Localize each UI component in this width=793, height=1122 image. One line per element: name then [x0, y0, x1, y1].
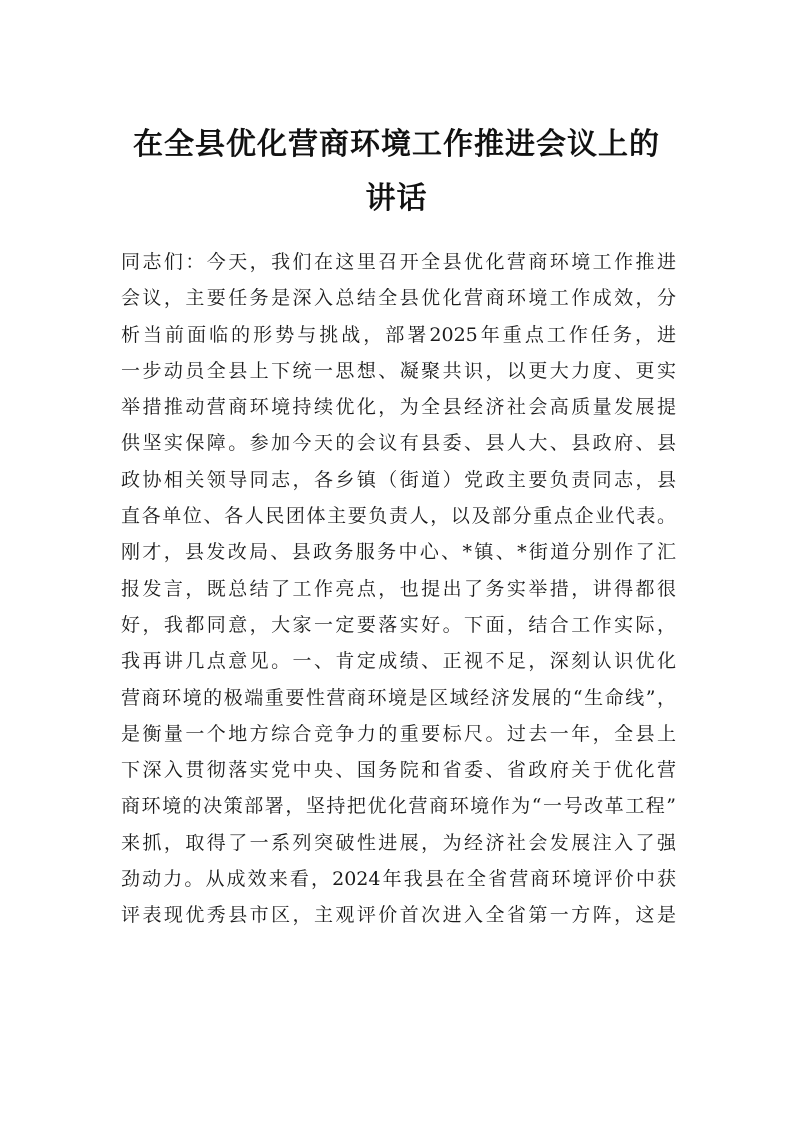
body-line: 商环境的决策部署，坚持把优化营商环境作为“一号改革工程” [121, 795, 676, 818]
body-line: 评表现优秀县市区，主观评价首次进入全省第一方阵，这是 [121, 904, 676, 927]
body-line: 直各单位、各人民团体主要负责人，以及部分重点企业代表。 [121, 505, 676, 528]
body-line: 一步动员全县上下统一思想、凝聚共识，以更大力度、更实 [121, 359, 676, 382]
body-line: 举措推动营商环境持续优化，为全县经济社会高质量发展提 [121, 396, 676, 419]
document-body [121, 244, 676, 934]
body-line: 政协相关领导同志，各乡镇（街道）党政主要负责同志，县 [121, 468, 676, 491]
body-line: 会议，主要任务是深入总结全县优化营商环境工作成效，分 [121, 287, 676, 310]
body-line: 供坚实保障。参加今天的会议有县委、县人大、县政府、县 [121, 432, 676, 455]
body-line: 同志们：今天，我们在这里召开全县优化营商环境工作推进 [121, 251, 676, 273]
body-line: 刚才，县发改局、县政务服务中心、*镇、*街道分别作了汇 [121, 541, 676, 564]
body-line: 是衡量一个地方综合竞争力的重要标尺。过去一年，全县上 [121, 722, 676, 745]
body-line: 析当前面临的形势与挑战，部署2025年重点工作任务，进 [121, 323, 676, 346]
body-line: 报发言，既总结了工作亮点，也提出了务实举措，讲得都很 [121, 577, 676, 600]
body-line: 我再讲几点意见。一、肯定成绩、正视不足，深刻认识优化 [121, 650, 676, 673]
body-line: 营商环境的极端重要性营商环境是区域经济发展的“生命线”， [121, 686, 676, 709]
body-line: 下深入贯彻落实党中央、国务院和省委、省政府关于优化营 [121, 759, 676, 782]
body-line: 好，我都同意，大家一定要落实好。下面，结合工作实际， [121, 613, 676, 636]
body-line: 来抓，取得了一系列突破性进展，为经济社会发展注入了强 [121, 831, 676, 854]
document-title: 在全县优化营商环境工作推进会议上的讲话 [133, 127, 660, 216]
body-line: 劲动力。从成效来看，2024年我县在全省营商环境评价中获 [121, 868, 676, 891]
